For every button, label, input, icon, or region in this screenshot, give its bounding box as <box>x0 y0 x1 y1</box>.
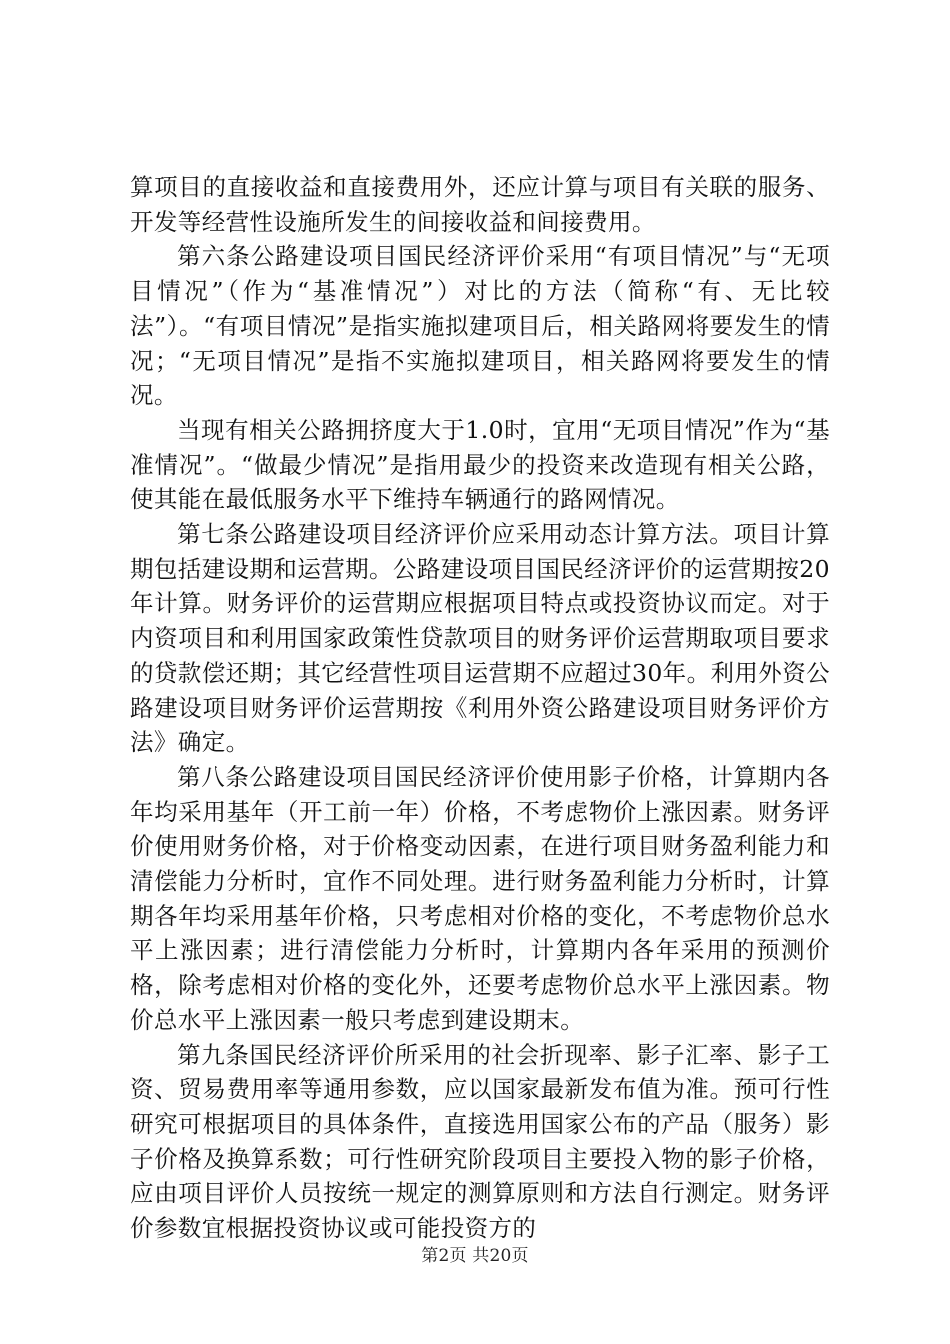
paragraph-congestion: 当现有相关公路拥挤度大于1.0时，宜用“无项目情况”作为“基准情况”。“做最少情况”是指用最少的投资来改造现有相关公路，使其能在最低服务水平下维持车辆通行的路网情况。 <box>130 415 830 514</box>
paragraph-article-9: 第九条国民经济评价所采用的社会折现率、影子汇率、影子工资、贸易费用率等通用参数，应以国家最新发布值为准。预可行性研究可根据项目的具体条件，直接选用国家公布的产品（服务）影子价格及换算系数；可行性研究阶段项目主要投入物的影子价格，应由项目评价人员按统一规定的测算原则和方法自行测定。财务评价参数宜根据投资协议或可能投资方的 <box>130 1040 830 1243</box>
paragraph-article-8: 第八条公路建设项目国民经济评价使用影子价格，计算期内各年均采用基年（开工前一年）价格，不考虑物价上涨因素。财务评价使用财务价格，对于价格变动因素，在进行项目财务盈利能力和清偿能力分析时，宜作不同处理。进行财务盈利能力分析时，计算期各年均采用基年价格，只考虑相对价格的变化，不考虑物价总水平上涨因素；进行清偿能力分析时，计算期内各年采用的预测价格，除考虑相对价格的变化外，还要考虑物价总水平上涨因素。物价总水平上涨因素一般只考虑到建设期末。 <box>130 762 830 1034</box>
paragraph-article-6: 第六条公路建设项目国民经济评价采用“有项目情况”与“无项目情况”（作为“基准情况”）对比的方法（简称“有、无比较法”）。“有项目情况”是指实施拟建项目后，相关路网将要发生的情况；“无项目情况”是指不实施拟建项目，相关路网将要发生的情况。 <box>130 242 830 410</box>
paragraph-continuation: 算项目的直接收益和直接费用外，还应计算与项目有关联的服务、开发等经营性设施所发生的间接收益和间接费用。 <box>130 173 830 236</box>
document-body <box>130 170 830 1246</box>
paragraph-article-7: 第七条公路建设项目经济评价应采用动态计算方法。项目计算期包括建设期和运营期。公路建设项目国民经济评价的运营期按20年计算。财务评价的运营期应根据项目特点或投资协议而定。对于内资项目和利用国家政策性贷款项目的财务评价运营期取项目要求的贷款偿还期；其它经营性项目运营期不应超过30年。利用外资公路建设项目财务评价运营期按《利用外资公路建设项目财务评价方法》确定。 <box>130 520 830 757</box>
page-number-footer: 第2页 共20页 <box>421 1246 529 1266</box>
